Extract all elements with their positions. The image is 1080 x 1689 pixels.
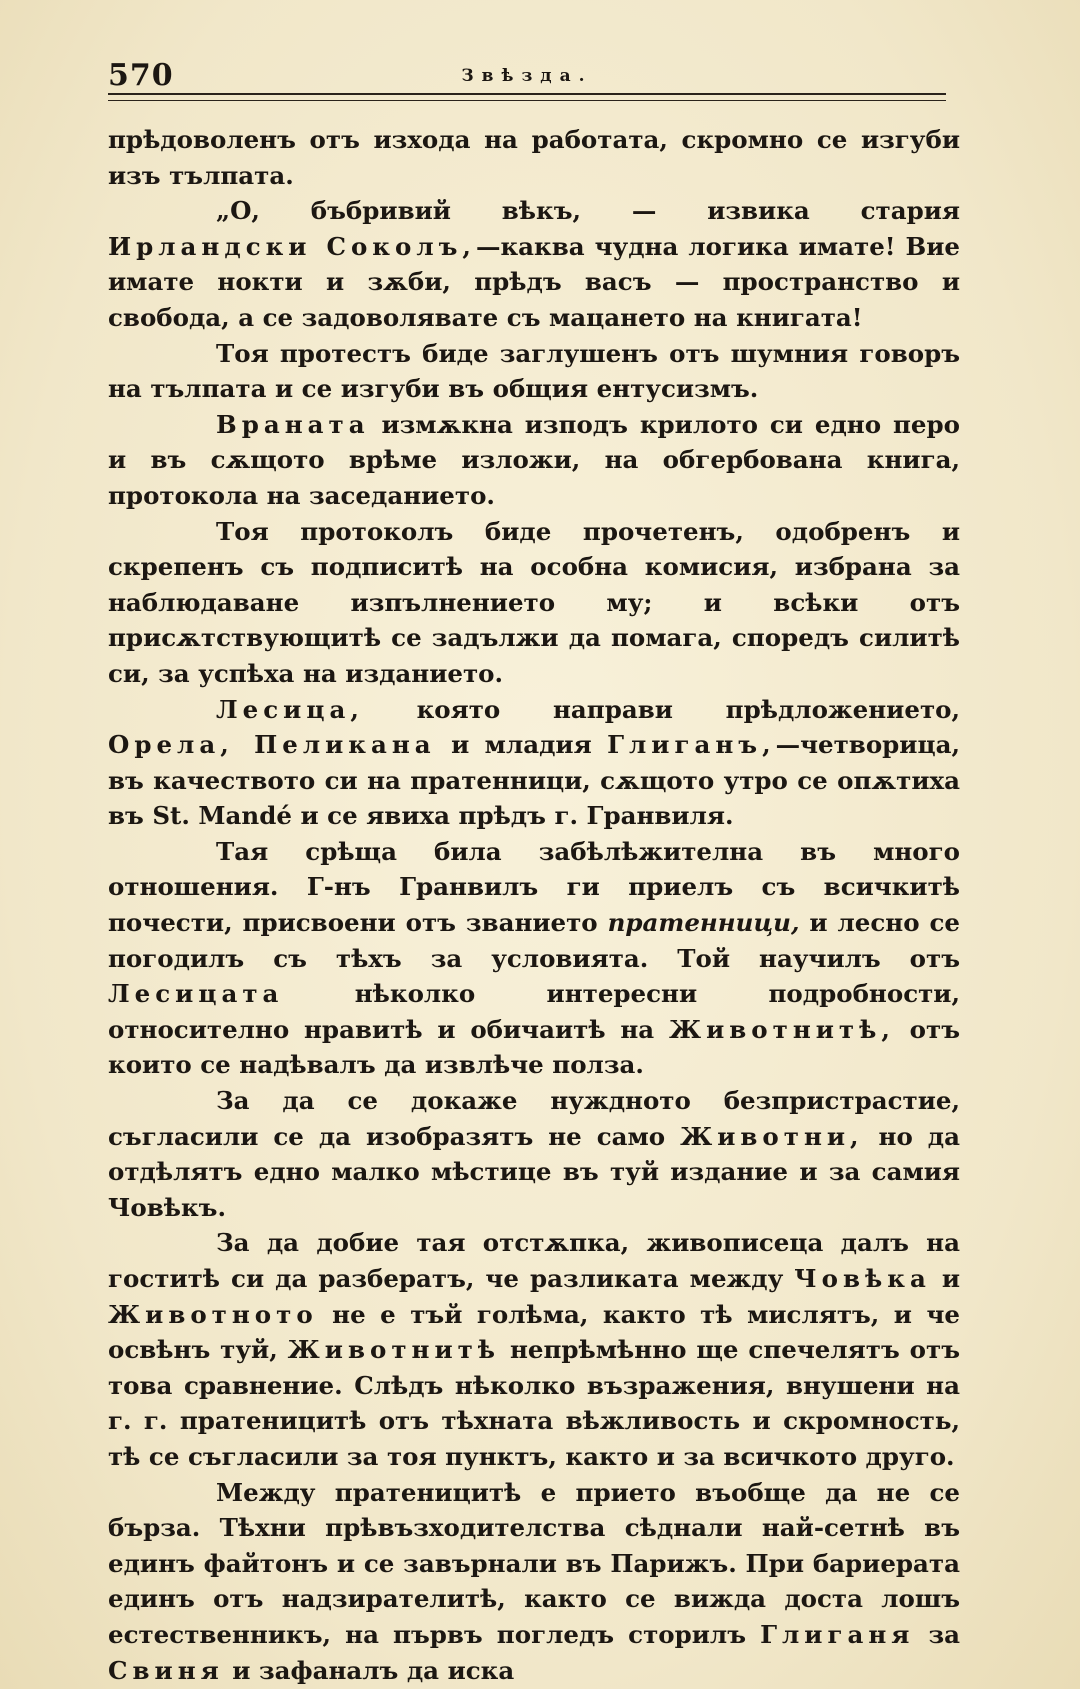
- paragraph: [108, 1475, 960, 1689]
- paragraph-text: Глиганя: [760, 1619, 915, 1649]
- paragraph-text: непрѣмѣнно ще спечелятъ отъ това сравнение. Слѣдъ нѣколко възражения, внушени на г. г. пратеницитѣ отъ тѣхната вѣжливость и скромность, тѣ се съгласили за тоя пунктъ, както и за всичкото друго.: [108, 1335, 960, 1471]
- paragraph-text: За да добие тая отстѫпка, живописеца далъ на гоститѣ си да разбератъ, че разликата между: [108, 1228, 960, 1293]
- page-header: [108, 58, 946, 98]
- header-rule-thin: [108, 100, 946, 101]
- paragraph-text: и младия: [435, 730, 608, 760]
- paragraph-text: и: [930, 1264, 961, 1293]
- paragraph-text: „О, бъбривий вѣкъ, — извика стария: [216, 196, 960, 226]
- paragraph: [108, 407, 960, 514]
- paragraph: [108, 692, 960, 834]
- paragraph-text: прѣдоволенъ отъ изхода на работата, скромно се изгуби изъ тълпата.: [108, 125, 960, 190]
- paragraph-text: и зафаналъ да иска: [223, 1655, 515, 1685]
- paragraph-text: —каква чудна логика имате! Вие имате нокти и зѫби, прѣдъ васъ — пространство и свобода, а се задоволявате съ мацането на книгата!: [108, 231, 960, 332]
- paragraph-text: която направи прѣдложението,: [363, 694, 960, 724]
- paragraph-text: не е тъй голѣма, както тѣ мислятъ, и че освѣнъ туй,: [108, 1299, 960, 1365]
- paragraph: [108, 193, 960, 335]
- page-number: 570: [108, 58, 174, 93]
- paragraph-text: Враната: [216, 409, 370, 439]
- paragraph: [108, 834, 960, 1083]
- paragraph-text: Човѣка: [794, 1264, 931, 1293]
- header-rule: [108, 93, 946, 95]
- paragraph-text: отъ които се надѣвалъ да извлѣче полза.: [108, 1014, 960, 1080]
- paragraph-text: за: [914, 1619, 960, 1649]
- paragraph-text: Тоя протоколъ биде прочетенъ, одобренъ и скрепенъ съ подписитѣ на особна комисия, избрана за наблюдаване изпълнението му; и всѣки отъ присѫтствующитѣ се задължи да помага, споредъ силитѣ си, за успѣха на изданието.: [108, 516, 960, 688]
- paragraph: [108, 122, 960, 193]
- running-title: Звѣзда.: [461, 66, 593, 86]
- paragraph-text: Човѣкъ.: [108, 1192, 226, 1222]
- paragraph-text: Орела, Пеликана: [108, 730, 436, 760]
- paragraph-text: Глиганъ,: [607, 730, 776, 760]
- paragraph: [108, 1225, 960, 1474]
- paragraph-text: Лесица,: [216, 694, 364, 724]
- paragraph-text: нѣколко интересни подробности, относително нравитѣ и обичаитѣ на: [108, 979, 960, 1044]
- paragraph-text: Свиня: [108, 1655, 224, 1685]
- paragraph: [108, 1083, 960, 1225]
- paragraph-text: Между пратеницитѣ е прието въобще да не се бърза. Тѣхни прѣвъзходителства сѣднали най-сетнѣ въ единъ файтонъ и се завърнали въ Парижъ. При бариерата единъ отъ надзирателитѣ, както се вижда доста лошъ естественникъ, на първъ погледъ сторилъ: [108, 1477, 960, 1649]
- paragraph-text: Животнитѣ,: [668, 1014, 895, 1044]
- paragraph-text: пратенници,: [607, 908, 800, 938]
- paragraph-text: Тоя протестъ биде заглушенъ отъ шумния говоръ на тълпата и се изгуби въ общия ентусизмъ.: [108, 338, 960, 404]
- paragraph-text: измѫкна изподъ крилото си едно перо и въ сѫщото врѣме изложи, на обгербована книга, протокола на заседанието.: [108, 409, 960, 510]
- paragraph-text: За да се докаже нуждното безпристрастие, съгласили се да изобразятъ не само: [108, 1086, 960, 1151]
- paragraph-text: но да отдѣлятъ едно малко мѣстице въ туй издание и за самия: [108, 1121, 960, 1187]
- paragraph-text: Тая срѣща била забѣлѣжителна въ много отношения. Г-нъ Гранвилъ ги приелъ съ всичкитѣ почести, присвоени отъ званието: [108, 836, 960, 938]
- body-text: [108, 122, 960, 1688]
- paragraph-text: Животнитѣ: [287, 1335, 501, 1365]
- paragraph-text: Лесицата: [108, 979, 284, 1009]
- paragraph-text: Животни,: [680, 1121, 864, 1151]
- paragraph-text: и лесно се погодилъ съ тѣхъ за условията. Той научилъ отъ: [108, 908, 961, 973]
- paragraph-text: —четворица, въ качеството си на пратенници, сѫщото утро се опѫтиха въ St. Mandé и се явиха прѣдъ г. Гранвиля.: [108, 730, 960, 831]
- paragraph-text: Животното: [108, 1299, 318, 1329]
- paragraph: [108, 336, 960, 407]
- paragraph: [108, 514, 960, 692]
- paragraph-text: Ирландски Соколъ,: [108, 231, 476, 261]
